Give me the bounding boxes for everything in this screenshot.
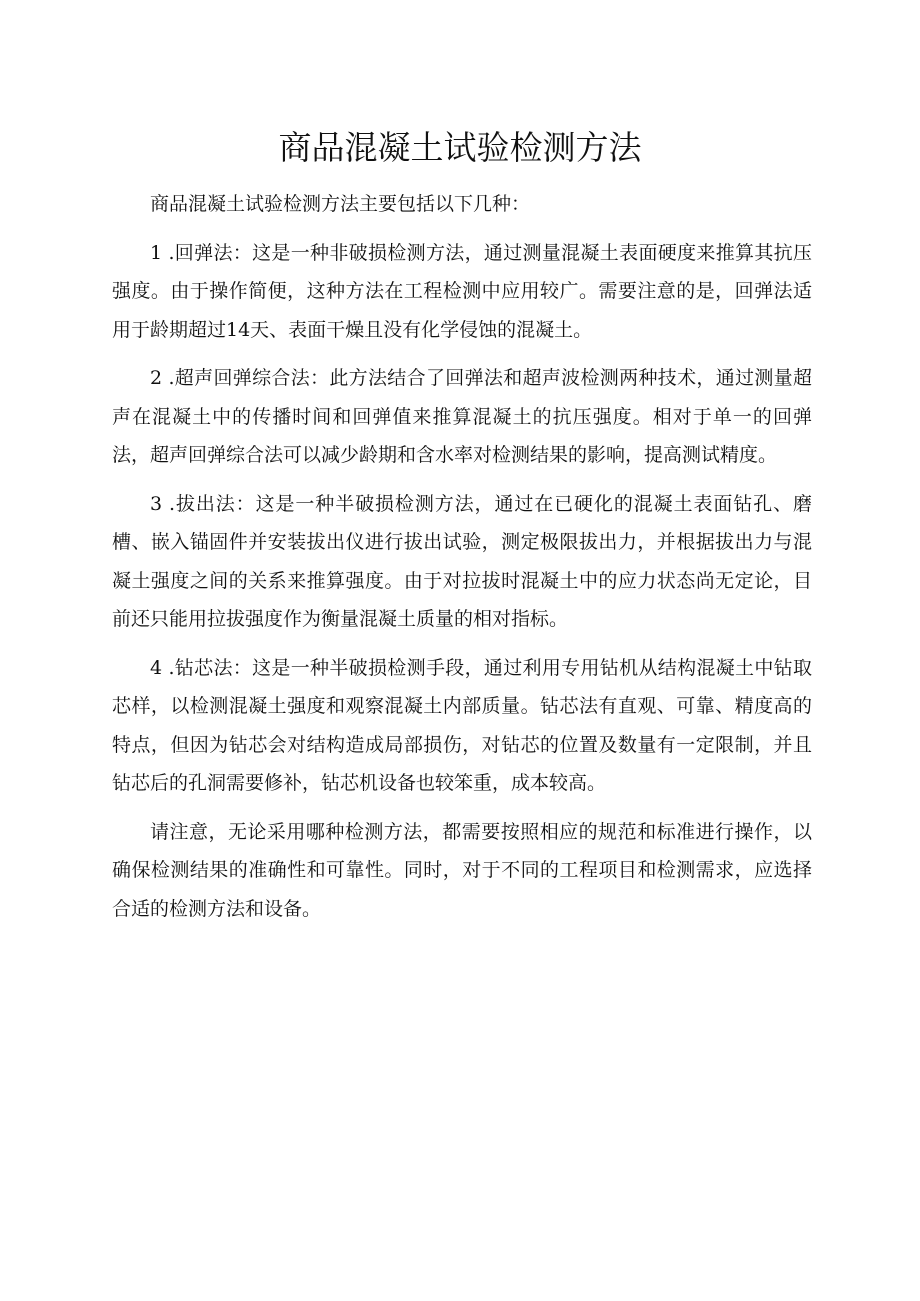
method-ultrasonic-rebound-paragraph: 2 .超声回弹综合法：此方法结合了回弹法和超声波检测两种技术，通过测量超声在混凝土中的传播时间和回弹值来推算混凝土的抗压强度。相对于单一的回弹法，超声回弹综合法可以减少龄期和含水率对检测结果的影响，提高测试精度。 (112, 367, 812, 466)
method-core-drilling-paragraph: 4 .钻芯法：这是一种半破损检测手段，通过利用专用钻机从结构混凝土中钻取芯样，以检测混凝土强度和观察混凝土内部质量。钻芯法有直观、可靠、精度高的特点，但因为钻芯会对结构造成局部损伤，对钻芯的位置及数量有一定限制，并且钻芯后的孔洞需要修补，钻芯机设备也较笨重，成本较高。 (112, 656, 812, 794)
method-rebound-paragraph: 1 .回弹法：这是一种非破损检测方法，通过测量混凝土表面硬度来推算其抗压强度。由于操作简便，这种方法在工程检测中应用较广。需要注意的是，回弹法适用于龄期超过14天、表面干燥且没有化学侵蚀的混凝土。 (112, 241, 812, 341)
note-paragraph: 请注意，无论采用哪种检测方法，都需要按照相应的规范和标准进行操作，以确保检测结果的准确性和可靠性。同时，对于不同的工程项目和检测需求，应选择合适的检测方法和设备。 (112, 820, 812, 920)
method-pullout-paragraph: 3 .拔出法：这是一种半破损检测方法，通过在已硬化的混凝土表面钻孔、磨槽、嵌入锚固件并安装拔出仪进行拔出试验，测定极限拔出力，并根据拔出力与混凝土强度之间的关系来推算强度。由于对拉拔时混凝土中的应力状态尚无定论，目前还只能用拉拔强度作为衡量混凝土质量的相对指标。 (112, 492, 812, 630)
document-body (112, 185, 812, 928)
intro-paragraph: 商品混凝土试验检测方法主要包括以下几种： (150, 193, 531, 215)
document-title: 商品混凝土试验检测方法 (278, 128, 642, 167)
